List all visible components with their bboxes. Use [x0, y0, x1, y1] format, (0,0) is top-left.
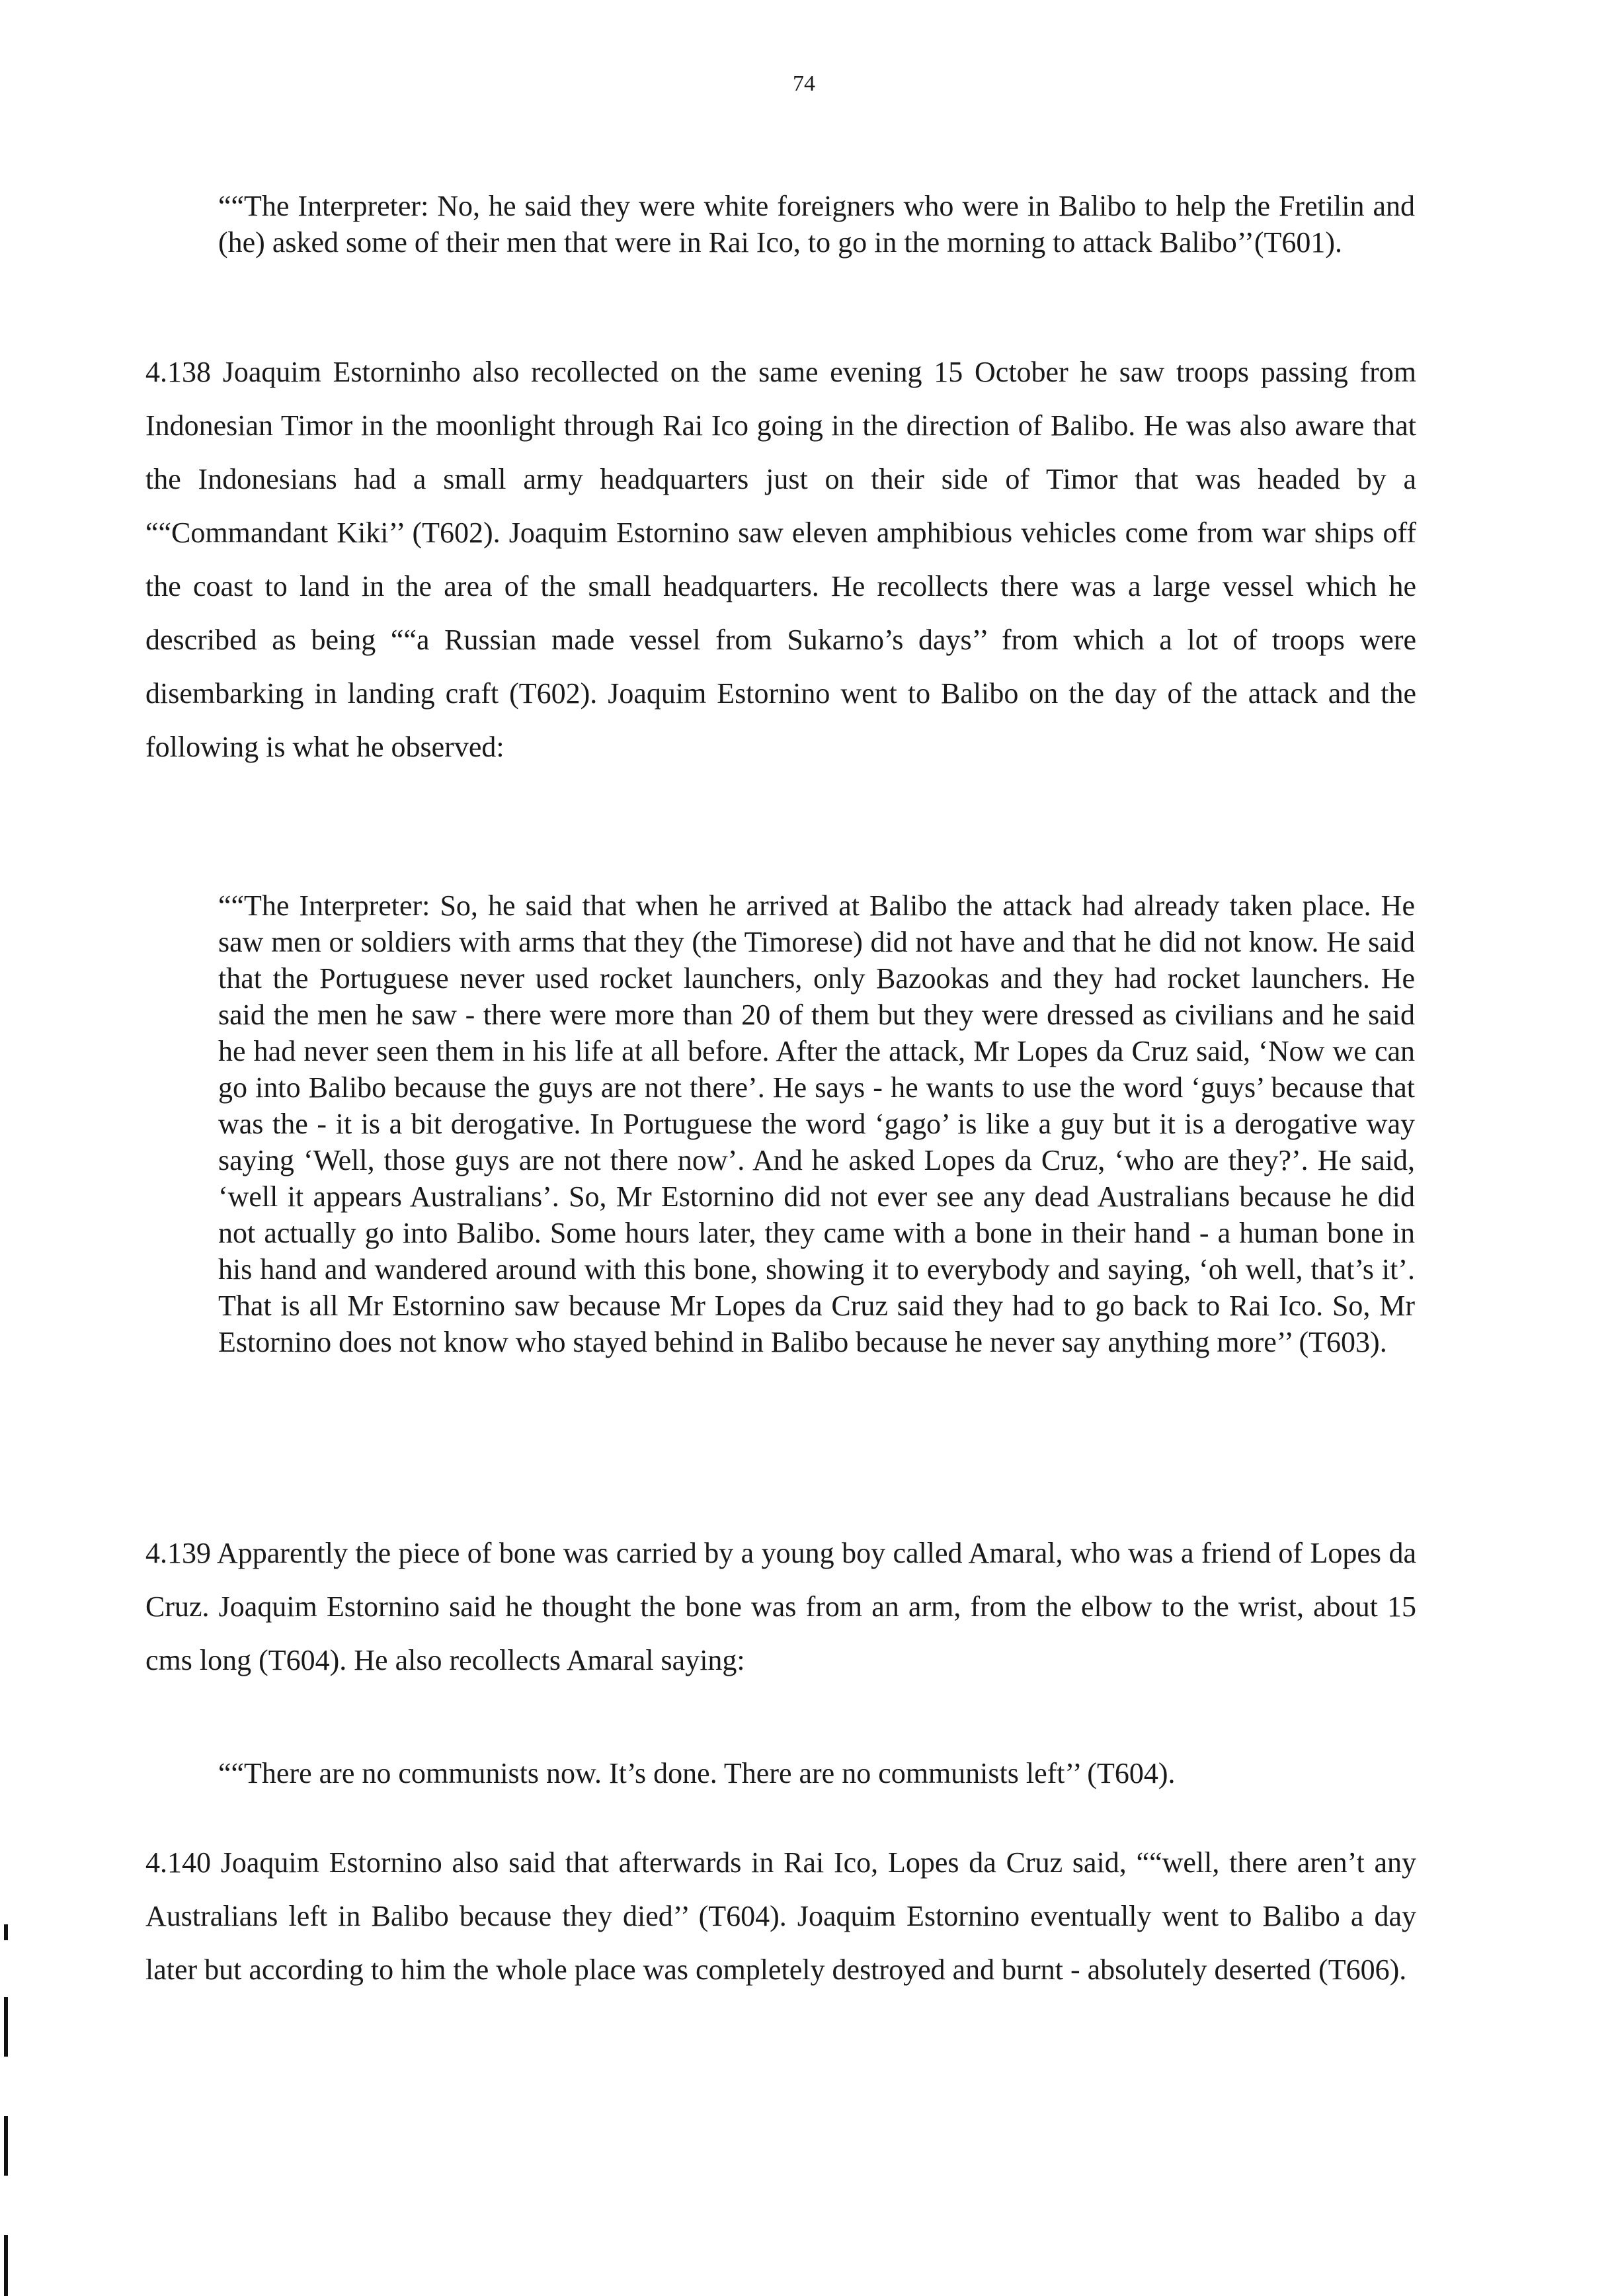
quote-interpreter-foreigners: ““The Interpreter: No, he said they were white foreigners who were in Balibo to help the Fretilin and (he) asked some of their men that were in Rai Ico, to go in the morning to attack Balibo’’(T601).	[218, 190, 1415, 259]
paragraph-4-139: 4.139 Apparently the piece of bone was carried by a young boy called Amaral, who was a friend of Lopes da Cruz. Joaquim Estornino said he thought the bone was from an arm, from the elbow to the wrist, about 15 cms long (T604). He also recollects Amaral saying:	[145, 1537, 1416, 1676]
quote-interpreter-attack: ““The Interpreter: So, he said that when he arrived at Balibo the attack had already taken place. He saw men or soldiers with arms that they (the Timorese) did not have and that he did not know. He said that the Portuguese never used rocket launchers, only Bazookas and they had rocket launchers. He said the men he saw - there were more than 20 of them but they were dressed as civilians and he said he had never seen them in his life at all before. After the attack, Mr Lopes da Cruz said, ‘Now we can go into Balibo because the guys are not there’. He says - he wants to use the word ‘guys’ because that was the - it is a bit derogative. In Portuguese the word ‘gago’ is like a guy but it is a derogative way saying ‘Well, those guys are not there now’. And he asked Lopes da Cruz, ‘who are they?’. He said, ‘well it appears Australians’. So, Mr Estornino did not ever see any dead Australians because he did not actually go into Balibo. Some hours later, they came with a bone in their hand - a human bone in his hand and wandered around with this bone, showing it to everybody and saying, ‘oh well, that’s it’. That is all Mr Estornino saw because Mr Lopes da Cruz said they had to go back to Rai Ico. So, Mr Estornino does not know who stayed behind in Balibo because he never say anything more’’ (T603).	[218, 889, 1415, 1358]
quote-amaral: ““There are no communists now. It’s done. There are no communists left’’ (T604).	[218, 1757, 1176, 1789]
paragraph-4-138: 4.138 Joaquim Estorninho also recollected on the same evening 15 October he saw troops passing from Indonesian Timor in the moonlight through Rai Ico going in the direction of Balibo. He was also aware that the Indonesians had a small army headquarters just on their side of Timor that was headed by a ““Commandant Kiki’’ (T602). Joaquim Estornino saw eleven amphibious vehicles come from war ships off the coast to land in the area of the small headquarters. He recollects there was a large vessel which he described as being ““a Russian made vessel from Sukarno’s days’’ from which a lot of troops were disembarking in landing craft (T602). Joaquim Estornino went to Balibo on the day of the attack and the following is what he observed:	[145, 356, 1416, 763]
page-number: 74	[793, 71, 815, 96]
scan-edge-mark	[4, 2235, 8, 2296]
paragraph-4-140: 4.140 Joaquim Estornino also said that afterwards in Rai Ico, Lopes da Cruz said, ““well, there aren’t any Australians left in Balibo because they died’’ (T604). Joaquim Estornino eventually went to Balibo a day later but according to him the whole place was completely destroyed and burnt - absolutely deserted (T606).	[145, 1846, 1416, 1986]
scan-edge-mark	[4, 2116, 8, 2176]
scan-edge-mark	[4, 1997, 8, 2057]
scan-edge-mark	[4, 1924, 8, 1940]
